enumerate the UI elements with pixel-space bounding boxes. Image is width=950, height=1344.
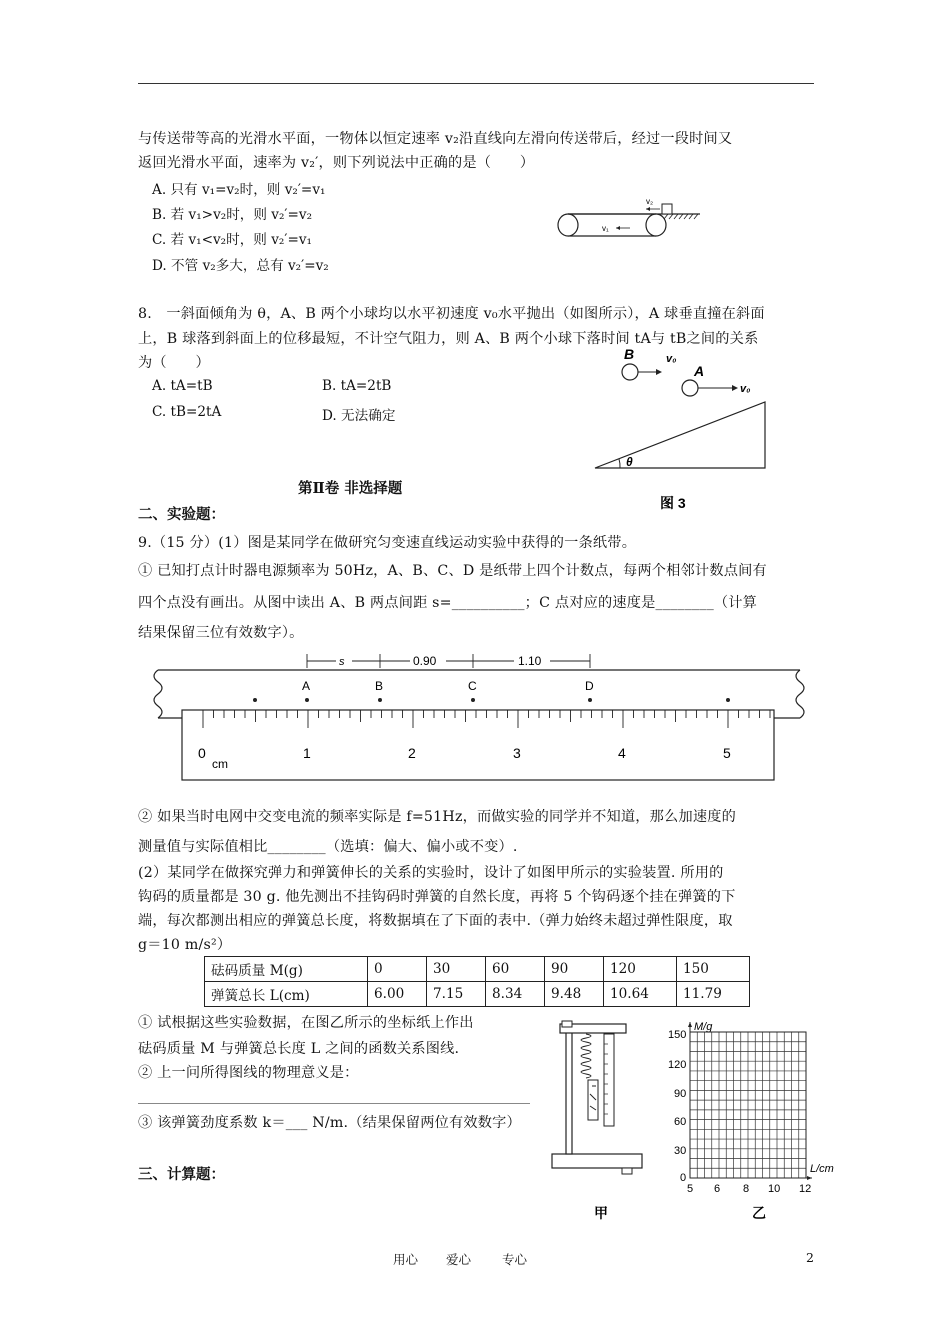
footer-text-2: 爱心 xyxy=(446,1252,472,1267)
distance-bc: 0.90 xyxy=(413,654,437,668)
table-cell: 8.34 xyxy=(486,982,545,1007)
q9-sub3: ③ 该弹簧劲度系数 k＝___ N/m.（结果保留两位有效数字） xyxy=(138,1115,521,1131)
table-cell: 120 xyxy=(604,957,677,982)
ruler-1: 1 xyxy=(303,745,311,761)
figure-3-caption: 图 3 xyxy=(660,495,686,511)
table-cell: 6.00 xyxy=(368,982,427,1007)
ruler-2: 2 xyxy=(408,745,416,761)
xtick-12: 12 xyxy=(799,1183,812,1195)
q9-sub1a: ① 试根据这些实验数据，在图乙所示的坐标纸上作出 xyxy=(138,1015,474,1031)
q9-line7: (2）某同学在做探究弹力和弹簧伸长的关系的实验时，设计了如图甲所示的实验装置. 所用的 xyxy=(138,865,724,881)
q9-line2: ① 已知打点计时器电源频率为 50Hz，A、B、C、D 是纸带上四个计数点，每两个相邻计数点间有 xyxy=(138,563,767,579)
conveyor-belt-figure xyxy=(550,190,710,245)
xtick-8: 8 xyxy=(743,1183,750,1195)
q8-line2: 上，B 球落到斜面上的位移最短，不计空气阻力，则 A、B 两个小球下落时间 tA与 tB之间的关系 xyxy=(138,331,759,347)
table-cell: 90 xyxy=(545,957,604,982)
table-cell: 30 xyxy=(427,957,486,982)
table-cell: 10.64 xyxy=(604,982,677,1007)
figure-yi-label: 乙 xyxy=(752,1205,766,1221)
q7-option-d: D. 不管 v₂多大，总有 v₂′=v₂ xyxy=(152,258,329,274)
grid-ylabel: M/g xyxy=(694,1021,713,1033)
q8-line1: 8. 一斜面倾角为 θ，A、B 两个小球均以水平初速度 v₀水平抛出（如图所示），A 球垂直撞在斜面 xyxy=(138,306,765,322)
answer-blank-line xyxy=(138,1103,530,1104)
q7-line2: 返回光滑水平面，速率为 v₂′，则下列说法中正确的是（ ） xyxy=(138,155,535,171)
q9-line5: ② 如果当时电网中交变电流的频率实际是 f=51Hz，而做实验的同学并不知道，那么加速度的 xyxy=(138,809,736,825)
q7-line1: 与传送带等高的光滑水平面，一物体以恒定速率 v₂沿直线向左滑向传送带后，经过一段时间又 xyxy=(138,131,733,147)
ytick-150: 150 xyxy=(668,1029,687,1041)
theta-label: θ xyxy=(626,455,633,469)
grid-xlabel: L/cm xyxy=(810,1163,834,1175)
q9-line3: 四个点没有画出。从图中读出 A、B 两点间距 s=__________；C 点对应的速度是________（计算 xyxy=(138,595,758,611)
q7-option-a: A. 只有 v₁=v₂时，则 v₂′=v₁ xyxy=(152,182,326,198)
ruler-0: 0 xyxy=(198,745,206,761)
table-cell: 60 xyxy=(486,957,545,982)
q8-option-d: D. 无法确定 xyxy=(322,408,396,424)
point-b: B xyxy=(375,679,384,693)
q9-line1: 9.（15 分）(1）图是某同学在做研究匀变速直线运动实验中获得的一条纸带。 xyxy=(138,535,637,551)
xtick-5: 5 xyxy=(687,1183,694,1195)
grid-paper-figure xyxy=(660,1010,840,1230)
part2-title: 第Ⅱ卷 非选择题 xyxy=(298,480,403,497)
ball-b-label: B xyxy=(624,346,635,362)
table-cell: 砝码质量 M(g) xyxy=(205,957,368,982)
point-d: D xyxy=(585,679,594,693)
q8-option-a: A. tA=tB xyxy=(152,378,213,394)
q9-sub2: ② 上一问所得图线的物理意义是： xyxy=(138,1065,359,1081)
ball-a-velocity: v₀ xyxy=(740,383,751,395)
ball-a-label: A xyxy=(694,363,705,379)
footer-text-3: 专心 xyxy=(502,1252,528,1267)
q9-line4: 结果保留三位有效数字）。 xyxy=(138,625,304,641)
table-row xyxy=(205,982,750,1007)
ytick-0: 0 xyxy=(680,1172,687,1184)
distance-cd: 1.10 xyxy=(518,654,542,668)
q9-line9: 端，每次都测出相应的弹簧总长度，将数据填在了下面的表中.（弹力始终未超过弹性限度，取 xyxy=(138,913,733,929)
q9-line10: g＝10 m/s²） xyxy=(138,937,232,953)
ruler-4: 4 xyxy=(618,745,626,761)
table-cell: 11.79 xyxy=(677,982,750,1007)
section-calculation: 三、计算题： xyxy=(138,1166,225,1183)
q7-option-c: C. 若 v₁<v₂时，则 v₂′=v₁ xyxy=(152,232,312,248)
page-number: 2 xyxy=(806,1250,814,1265)
ytick-60: 60 xyxy=(674,1116,687,1128)
table-cell: 弹簧总长 L(cm) xyxy=(205,982,368,1007)
table-cell: 7.15 xyxy=(427,982,486,1007)
spring-data-table xyxy=(204,956,750,1007)
q9-line6: 测量值与实际值相比________（选填：偏大、偏小或不变）. xyxy=(138,839,518,855)
ruler-5: 5 xyxy=(723,745,731,761)
point-c: C xyxy=(468,679,477,693)
ruler-unit: cm xyxy=(212,757,228,771)
v1-label: v₁ xyxy=(602,224,609,233)
table-cell: 0 xyxy=(368,957,427,982)
ball-b-velocity: v₀ xyxy=(666,353,677,365)
section-experiment: 二、实验题： xyxy=(138,506,225,523)
xtick-6: 6 xyxy=(714,1183,721,1195)
q9-line8: 钩码的质量都是 30 g. 他先测出不挂钩码时弹簧的自然长度，再将 5 个钩码逐个挂在弹簧的下 xyxy=(138,889,736,905)
header-rule xyxy=(138,83,814,84)
ytick-120: 120 xyxy=(668,1059,687,1071)
q8-line3: 为（ ） xyxy=(138,355,210,371)
xtick-10: 10 xyxy=(768,1183,781,1195)
q8-option-b: B. tA=2tB xyxy=(322,378,392,394)
ytick-30: 30 xyxy=(674,1145,687,1157)
ytick-90: 90 xyxy=(674,1088,687,1100)
ruler-3: 3 xyxy=(513,745,521,761)
q7-option-b: B. 若 v₁>v₂时，则 v₂′=v₂ xyxy=(152,207,313,223)
table-cell: 150 xyxy=(677,957,750,982)
v2-label: v₂ xyxy=(646,197,654,206)
paper-tape-ruler-figure xyxy=(140,650,820,790)
incline-projectile-figure xyxy=(590,340,780,520)
spring-apparatus-figure xyxy=(548,1020,648,1230)
figure-jia-label: 甲 xyxy=(594,1205,608,1221)
footer-text-1: 用心 xyxy=(393,1252,419,1267)
q9-sub1b: 砝码质量 M 与弹簧总长度 L 之间的函数关系图线. xyxy=(138,1041,460,1057)
table-cell: 9.48 xyxy=(545,982,604,1007)
table-row xyxy=(205,957,750,982)
distance-s: s xyxy=(339,656,345,668)
q8-option-c: C. tB=2tA xyxy=(152,404,222,420)
point-a: A xyxy=(302,679,311,693)
